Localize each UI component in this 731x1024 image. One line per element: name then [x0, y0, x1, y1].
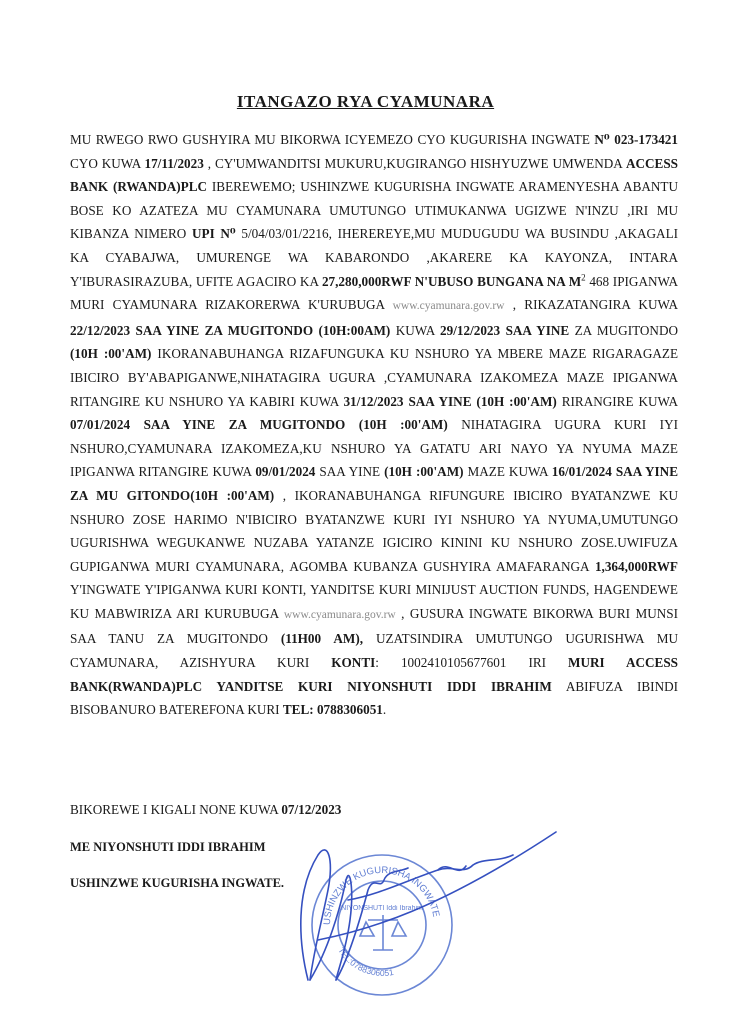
phone-number: 0788306051: [313, 702, 383, 718]
auction-start-date: 22/12/2023 SAA YINE ZA MUGITONDO (10H:00AM): [70, 322, 391, 338]
reference-number: 023-173421: [609, 132, 678, 147]
body-text: CYO KUWA: [70, 155, 145, 171]
notice-paragraph: [70, 128, 678, 722]
property-value: 27,280,000RWF N'UBUSO BUNGANA NA M: [321, 273, 582, 289]
upi-number: 5/04/03/01/2216: [235, 226, 329, 242]
account-holder: MURI ACCESS BANK(RWANDA)PLC YANDITSE KURI NIYONSHUTI IDDI IBRAHIM: [70, 655, 678, 694]
body-text: MU RWEGO RWO GUSHYIRA MU BIKORWA ICYEMEZO CYO KUGURISHA INGWATE: [70, 132, 595, 147]
body-text: , IHEREREYE,MU MUDUGUDU WA BUSINDU ,AKAGALI KA CYABAJWA, UMURENGE WA KABARONDO ,AKARERE KA KAYONZA, INTARA Y'IBURASIRAZUBA, UFITE AGACIRO KA: [70, 226, 679, 289]
account-label: KONTI: [331, 655, 376, 671]
account-number: : 1002410105677601 IRI: [375, 655, 569, 671]
body-text: , IKORANABUHANGA RIFUNGURE IBICIRO BYATANZWE KU NSHURO ZOSE HARIMO N'IBICIRO BYATANZWE KURI IYI NSHURO YA NYUMA,UMUTUNGO UGURISHWA WEGUKANWE NUZABA YATANZE IGICIRO KININI KU NSHURO ZOSE.UWIFUZA GUPIGANWA MURI CYAMUNARA, AGOMBA KUBANZA GUSHYIRA AMAFARANGA: [70, 487, 679, 574]
first-round-end-date: 29/12/2023 SAA YINE: [440, 322, 570, 338]
third-round-start-date: 09/01/2024: [255, 464, 316, 480]
bank-name: ACCESS BANK (RWANDA)PLC: [70, 155, 679, 195]
body-text: NIHATAGIRA UGURA KURI IYI NSHURO,CYAMUNARA IZAKOMEZA,KU NSHURO YA GATATU ARI NAYO YA NYUMA MAZE IPIGANWA RITANGIRE KUWA: [70, 417, 678, 480]
stamp-and-signature: [288, 820, 568, 1010]
third-round-end-date: 16/01/2024 SAA YINE ZA MU GITONDO(10H :00'AM): [70, 464, 678, 503]
body-text: .: [382, 702, 387, 718]
square-superscript: 2: [581, 272, 586, 283]
stamp-bottom-text: TEL:0788306051: [336, 945, 395, 978]
body-text: , CY'UMWANDITSI MUKURU,KUGIRANGO HISHYUZWE UMWENDA: [203, 155, 626, 171]
signed-prefix: BIKOREWE I KIGALI NONE KUWA: [70, 802, 282, 817]
deposit-amount: 1,364,000RWF: [594, 558, 678, 574]
reference-number-sign: N⁰: [594, 132, 610, 147]
signed-place-date: [70, 802, 341, 818]
body-text: IBEREWEMO; USHINZWE KUGURISHA INGWATE ARAMENYESHA ABANTU BOSE KO AZATEZA MU CYAMUNARA UMUTUNGO UTIMUKANWA UGIZWE N'INZU ,IRI MU KIBANZA NIMERO: [70, 179, 679, 242]
body-text: MAZE KUWA: [463, 464, 552, 480]
body-text: ABIFUZA IBINDI BISOBANURO BATEREFONA KURI: [70, 678, 679, 718]
decision-date: 17/11/2023: [144, 155, 204, 171]
stamp-center-text: NIYONSHUTI Iddi Ibrahim: [341, 905, 423, 912]
signed-date: 07/12/2023: [281, 802, 342, 817]
upi-number-sign: N⁰: [220, 226, 236, 242]
body-text: SAA YINE: [315, 464, 385, 480]
third-round-start-time: (10H :00'AM): [384, 464, 464, 480]
body-text: Y'INGWATE Y'IPIGANWA KURI KONTI, YANDITSE KURI MINIJUST AUCTION FUNDS, HAGENDEWE KU MABWIRIZA ARI KURUBUGA: [70, 582, 678, 621]
notice-title: ITANGAZO RYA CYAMUNARA: [236, 92, 495, 111]
body-text: 468 IPIGANWA MURI CYAMUNARA RIZAKORERWA K'URUBUGA: [70, 273, 678, 313]
first-round-end-time: (10H :00'AM): [70, 346, 152, 362]
second-round-start-date: 31/12/2023 SAA YINE (10H :00'AM): [343, 393, 557, 409]
body-text: , GUSURA INGWATE BIKORWA BURI MUNSI SAA TANU ZA MUGITONDO: [70, 605, 678, 647]
body-text: RIRANGIRE KUWA: [556, 393, 678, 409]
body-text: ZA MUGITONDO: [569, 322, 678, 338]
signer-name: ME NIYONSHUTI IDDI IBRAHIM: [70, 840, 266, 854]
phone-label: TEL:: [282, 702, 314, 718]
website-link-2[interactable]: www.cyamunara.gov.rw: [283, 608, 396, 621]
upi-label: UPI: [192, 226, 215, 242]
signer-role: USHINZWE KUGURISHA INGWATE.: [70, 876, 285, 890]
body-text: IKORANABUHANGA RIZAFUNGUKA KU NSHURO YA MBERE MAZE RIGARAGAZE IBICIRO BY'ABAPIGANWE,NIHATAGIRA UGURA ,CYAMUNARA IZAKOMEZA MAZE IPIGANWA RITANGIRE KU NSHURO YA KABIRI KUWA: [70, 346, 678, 409]
body-text: , RIKAZATANGIRA KUWA: [504, 297, 678, 313]
body-text: KUWA: [390, 322, 441, 338]
stamp-top-text: USHINZWE KUGURISHA INGWATE: [321, 864, 442, 926]
notice-body: [70, 128, 678, 722]
visit-time: (11H00 AM),: [280, 631, 364, 647]
body-text: UZATSINDIRA UMUTUNGO UGURISHWA MU CYAMUNARA, AZISHYURA KURI: [70, 631, 678, 671]
website-link[interactable]: www.cyamunara.gov.rw: [392, 300, 505, 313]
second-round-end-date: 07/01/2024 SAA YINE ZA MUGITONDO (10H :00'AM): [70, 417, 448, 433]
